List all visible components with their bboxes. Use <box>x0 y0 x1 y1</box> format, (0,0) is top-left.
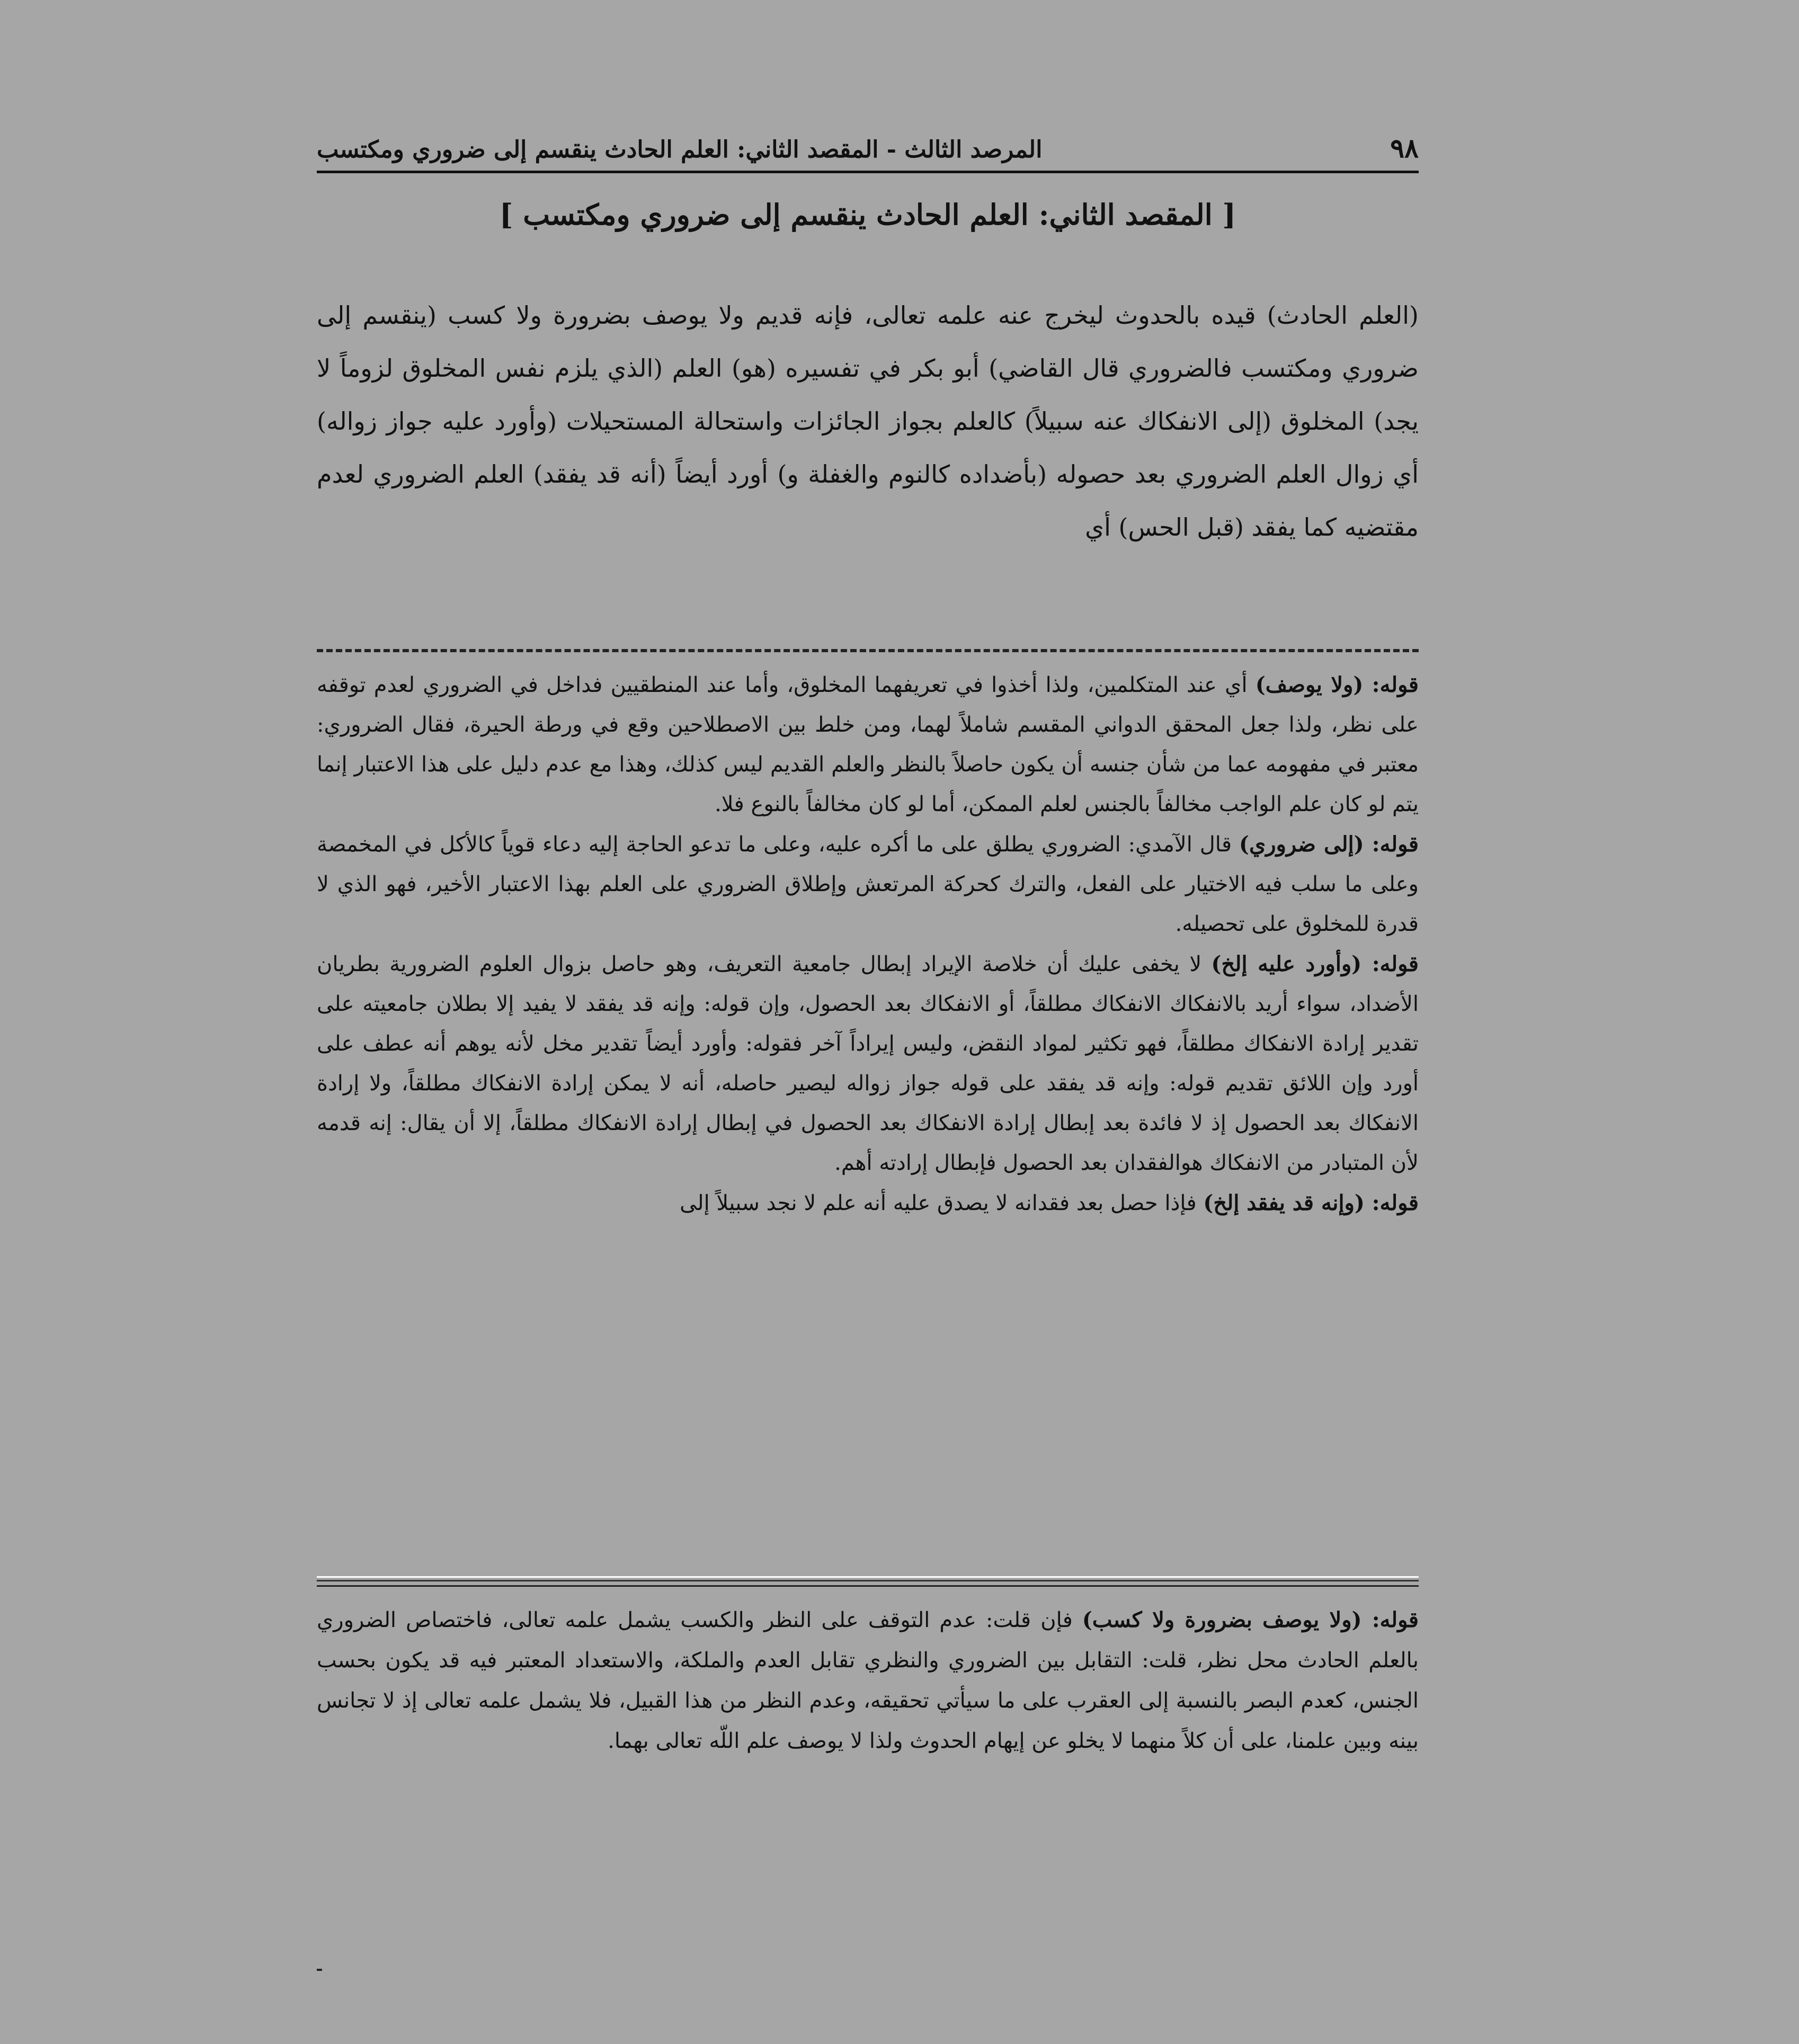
footnote-label: قوله: (ولا يوصف بضرورة ولا كسب) <box>1082 1607 1419 1632</box>
commentary-label: قوله: (إلى ضروري) <box>1239 832 1419 857</box>
commentary-paragraph <box>317 944 1419 1183</box>
commentary-section <box>317 665 1419 1223</box>
header-rule <box>317 171 1419 173</box>
commentary-label: قوله: (ولا يوصف) <box>1255 672 1419 697</box>
commentary-paragraph <box>317 824 1419 944</box>
commentary-text: فإذا حصل بعد فقدانه لا يصدق عليه أنه علم لا نجد سبيلاً إلى <box>680 1191 1204 1215</box>
commentary-text: لا يخفى عليك أن خلاصة الإيراد إبطال جامعية التعريف، وهو حاصل بزوال العلوم الضرورية بطريان الأضداد، سواء أريد بالانفكاك الانفكاك مطلقاً، أو الانفكاك بعد الحصول، وإن قوله: وإنه قد يفقد لا يفيد إلا بطلان جامعيته على تقدير إرادة الانفكاك مطلقاً، فهو تكثير لمواد النقض، وليس إيراداً آخر فقوله: وأورد أيضاً تقدير مخل لأنه يوهم أنه عطف على أورد وإن اللائق تقديم قوله: وإنه قد يفقد على قوله جواز زواله ليصير حاصله، أنه لا يمكن إرادة الانفكاك مطلقاً، ولا إرادة الانفكاك بعد الحصول إذ لا فائدة بعد إبطال إرادة الانفكاك بعد الحصول في إبطال إرادة الانفكاك مطلقاً، إلا أن يقال: إنه قدمه لأن المتبادر من الانفكاك هوالفقدان بعد الحصول فإبطال إرادته أهم. <box>317 952 1419 1175</box>
dashed-separator <box>317 649 1419 652</box>
commentary-text: قال الآمدي: الضروري يطلق على ما أكره عليه، وعلى ما تدعو الحاجة إليه دعاء قوياً كالأكل في المخمصة وعلى ما سلب فيه الاختيار على الفعل، والترك كحركة المرتعش وإطلاق الضروري على العلم بهذا الاعتبار الأخير، فهو الذي لا قدرة للمخلوق على تحصيله. <box>317 832 1419 936</box>
book-page <box>317 106 1419 1971</box>
commentary-label: قوله: (وإنه قد يفقد إلخ) <box>1203 1190 1419 1215</box>
commentary-text: أي عند المتكلمين، ولذا أخذوا في تعريفهما المخلوق، وأما عند المنطقيين فداخل في الضروري لعدم توقفه على نظر، ولذا جعل المحقق الدواني المقسم شاملاً لهما، ومن خلط بين الاصطلاحين وقع في ورطة الحيرة، فقال الضروري: معتبر في مفهومه عما من شأن جنسه أن يكون حاصلاً بالنظر والعلم القديم ليس كذلك، وهذا مع عدم دليل على هذا الاعتبار إنما يتم لو كان علم الواجب مخالفاً بالجنس لعلم الممكن، أما لو كان مخالفاً بالنوع فلا. <box>317 673 1419 816</box>
section-title: [ المقصد الثاني: العلم الحادث ينقسم إلى ضروري ومكتسب ] <box>499 198 1236 232</box>
main-text: (العلم الحادث) قيده بالحدوث ليخرج عنه علمه تعالى، فإنه قديم ولا يوصف بضرورة ولا كسب (ينقسم إلى ضروري ومكتسب فالضروري قال القاضي) أبو بكر في تفسيره (هو) العلم (الذي يلزم نفس المخلوق لزوماً لا يجد) المخلوق (إلى الانفكاك عنه سبيلاً) كالعلم بجواز الجائزات واستحالة المستحيلات (وأورد عليه جواز زواله) أي زوال العلم الضروري بعد حصوله (بأضداده كالنوم والغفلة و) أورد أيضاً (أنه قد يفقد) العلم الضروري لعدم مقتضيه كما يفقد (قبل الحس) أي <box>317 301 1419 541</box>
page-number: ٩٨ <box>1390 132 1419 164</box>
running-title: المرصد الثالث - المقصد الثاني: العلم الحادث ينقسم إلى ضروري ومكتسب <box>317 136 1043 164</box>
scan-mark <box>317 1969 322 1971</box>
commentary-label: قوله: (وأورد عليه إلخ) <box>1211 952 1419 976</box>
footnote-text: فإن قلت: عدم التوقف على النظر والكسب يشمل علمه تعالى، فاختصاص الضروري بالعلم الحادث محل نظر، قلت: التقابل بين الضروري والنظري تقابل العدم والملكة، والاستعداد المعتبر فيه قد يكون بحسب الجنس، كعدم البصر بالنسبة إلى العقرب على ما سيأتي تحقيقه، وعدم النظر من هذا القبيل، فلا يشمل علمه تعالى إذ لا تجانس بينه وبين علمنا، على أن كلاً منهما لا يخلو عن إيهام الحدوث ولذا لا يوصف علم اللّه تعالى بهما. <box>317 1608 1419 1753</box>
footnote-paragraph <box>317 1600 1419 1761</box>
footnote-section <box>317 1600 1419 1761</box>
running-header <box>317 122 1419 164</box>
footnote-separator <box>317 1576 1419 1587</box>
commentary-paragraph <box>317 665 1419 824</box>
commentary-paragraph <box>317 1183 1419 1223</box>
